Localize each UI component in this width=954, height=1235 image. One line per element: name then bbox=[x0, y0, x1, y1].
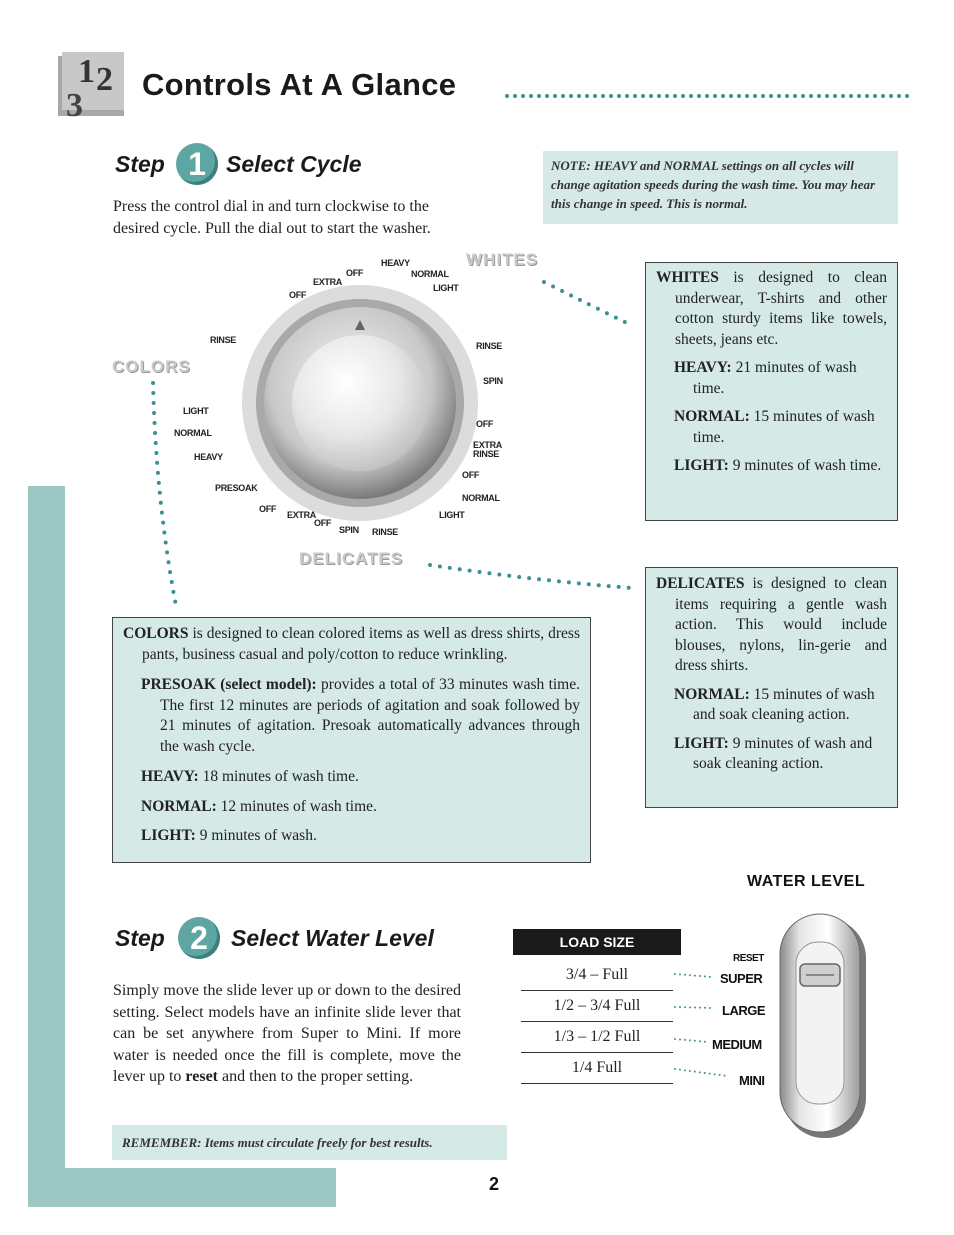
colors-title: COLORS bbox=[123, 625, 189, 642]
whites-heavy-text: 21 minutes of wash time. bbox=[693, 359, 857, 397]
load-size-row: 1/4 Full bbox=[521, 1053, 673, 1084]
dial-label-heavy: HEAVY bbox=[194, 452, 223, 462]
load-size-row: 1/3 – 1/2 Full bbox=[521, 1022, 673, 1053]
delicates-normal-label: NORMAL: bbox=[674, 685, 750, 703]
delicates-light-text: 9 minutes of wash and soak cleaning action. bbox=[693, 734, 873, 772]
whites-normal-label: NORMAL: bbox=[674, 408, 750, 425]
step1-heading: Select Cycle bbox=[226, 151, 362, 177]
whites-heavy-label: HEAVY: bbox=[674, 359, 732, 376]
colors-intro: is designed to clean colored items as well as dress shirts, dress pants, business casual and poly/cotton to reduce wrinkling. bbox=[142, 625, 580, 663]
step2-heading: Select Water Level bbox=[231, 925, 434, 951]
water-level-mini: MINI bbox=[739, 1073, 765, 1088]
page-number: 2 bbox=[489, 1174, 500, 1194]
step2-body bbox=[113, 980, 461, 1088]
delicates-group-label: DELICATES bbox=[299, 549, 404, 568]
water-level-reset: RESET bbox=[733, 953, 764, 964]
whites-group-label: WHITES bbox=[466, 250, 539, 269]
step2-number-badge: 2 bbox=[178, 917, 220, 959]
dial-label-rinse: RINSE bbox=[372, 527, 399, 537]
dial-label-off: OFF bbox=[289, 290, 307, 300]
step1-number-badge: 1 bbox=[176, 143, 218, 185]
whites-info-box bbox=[645, 262, 898, 521]
dial-label-normal: NORMAL bbox=[174, 428, 212, 438]
agitation-note: NOTE: HEAVY and NORMAL settings on all cycles will change agitation speeds during the wash time. You may hear this change in speed. This is normal. bbox=[543, 151, 898, 224]
logo-digit-1: 1 bbox=[78, 53, 95, 90]
presoak-text: provides a total of 33 minutes wash time. The first 12 minutes are periods of agitation and soak followed by 21 minutes of agitation. Presoak automatically advances through the wash cycle. bbox=[160, 676, 580, 755]
colors-info-box bbox=[112, 617, 591, 863]
water-level-large: LARGE bbox=[722, 1003, 765, 1018]
delicates-title: DELICATES bbox=[656, 575, 745, 592]
dial-label-normal: NORMAL bbox=[411, 269, 449, 279]
colors-light-label: LIGHT: bbox=[141, 827, 196, 844]
page-title: Controls At A Glance bbox=[142, 67, 457, 102]
delicates-intro: is designed to clean items requiring a gentle wash action. This would include blouses, nylons, lin-gerie and dress shirts. bbox=[675, 575, 887, 674]
step1-body: Press the control dial in and turn clockwise to the desired cycle. Pull the dial out to start the washer. bbox=[113, 198, 431, 237]
colors-light-text: 9 minutes of wash. bbox=[199, 827, 317, 844]
whites-light-text: 9 minutes of wash time. bbox=[732, 457, 882, 474]
dial-label-extra: EXTRA bbox=[313, 277, 343, 287]
delicates-normal-text: 15 minutes of wash and soak cleaning action. bbox=[693, 685, 875, 723]
colors-heavy-label: HEAVY: bbox=[141, 768, 199, 785]
dial-label-off: OFF bbox=[259, 504, 277, 514]
dial-label-spin: SPIN bbox=[483, 376, 503, 386]
water-level-medium: MEDIUM bbox=[712, 1037, 762, 1052]
water-level-title: WATER LEVEL bbox=[747, 873, 866, 890]
logo-digit-3: 3 bbox=[66, 87, 83, 118]
colors-normal-text: 12 minutes of wash time. bbox=[220, 797, 377, 815]
dial-label-spin: SPIN bbox=[339, 525, 359, 535]
whites-intro: is designed to clean underwear, T-shirts and other cotton sturdy items like towels, sheets, jeans etc. bbox=[675, 269, 887, 348]
dial-label-heavy: HEAVY bbox=[381, 258, 410, 268]
step2-body-end: and then to the proper setting. bbox=[222, 1068, 414, 1085]
dial-label-off: OFF bbox=[476, 419, 494, 429]
delicates-light-label: LIGHT: bbox=[674, 734, 729, 752]
delicates-info-box bbox=[645, 567, 898, 808]
dial-label-light: LIGHT bbox=[433, 283, 459, 293]
whites-light-label: LIGHT: bbox=[674, 457, 729, 474]
dial-label-light: LIGHT bbox=[183, 406, 209, 416]
dial-label-light: LIGHT bbox=[439, 510, 465, 520]
load-size-row: 3/4 – Full bbox=[521, 960, 673, 991]
dial-label-rinse: RINSE bbox=[476, 341, 503, 351]
step2-body-reset: reset bbox=[185, 1068, 218, 1085]
dial-label-off: OFF bbox=[462, 470, 480, 480]
load-size-table bbox=[521, 960, 673, 1084]
water-level-super: SUPER bbox=[720, 971, 763, 986]
colors-group-label: COLORS bbox=[112, 357, 191, 376]
colors-heavy-text: 18 minutes of wash time. bbox=[202, 768, 359, 785]
dial-label-presoak: PRESOAK bbox=[215, 483, 258, 493]
step2-body-text: Simply move the slide lever up or down to the desired setting. Select models have an infinite slide lever that can be set anywhere from Super to Mini. If more water is needed once the fill is complete, move the lever up to bbox=[113, 982, 461, 1085]
dial-label-extra: EXTRA bbox=[287, 510, 317, 520]
step2-word: Step bbox=[115, 925, 165, 951]
dial-label-off: OFF bbox=[346, 268, 364, 278]
presoak-label: PRESOAK (select model): bbox=[141, 676, 317, 693]
step1-word: Step bbox=[115, 151, 165, 177]
dial-label-rinse: RINSE bbox=[210, 335, 237, 345]
dial-label-off: OFF bbox=[314, 518, 332, 528]
logo-digit-2: 2 bbox=[96, 61, 113, 98]
load-size-header: LOAD SIZE bbox=[513, 929, 681, 955]
remember-note: REMEMBER: Items must circulate freely for best results. bbox=[112, 1125, 507, 1160]
whites-title: WHITES bbox=[656, 269, 719, 286]
dial-label-extra-rinse: EXTRA RINSE bbox=[473, 440, 502, 459]
whites-normal-text: 15 minutes of wash time. bbox=[693, 408, 875, 446]
load-size-row: 1/2 – 3/4 Full bbox=[521, 991, 673, 1022]
water-level-slider[interactable] bbox=[778, 912, 870, 1142]
colors-normal-label: NORMAL: bbox=[141, 797, 217, 815]
dial-label-normal: NORMAL bbox=[462, 493, 500, 503]
